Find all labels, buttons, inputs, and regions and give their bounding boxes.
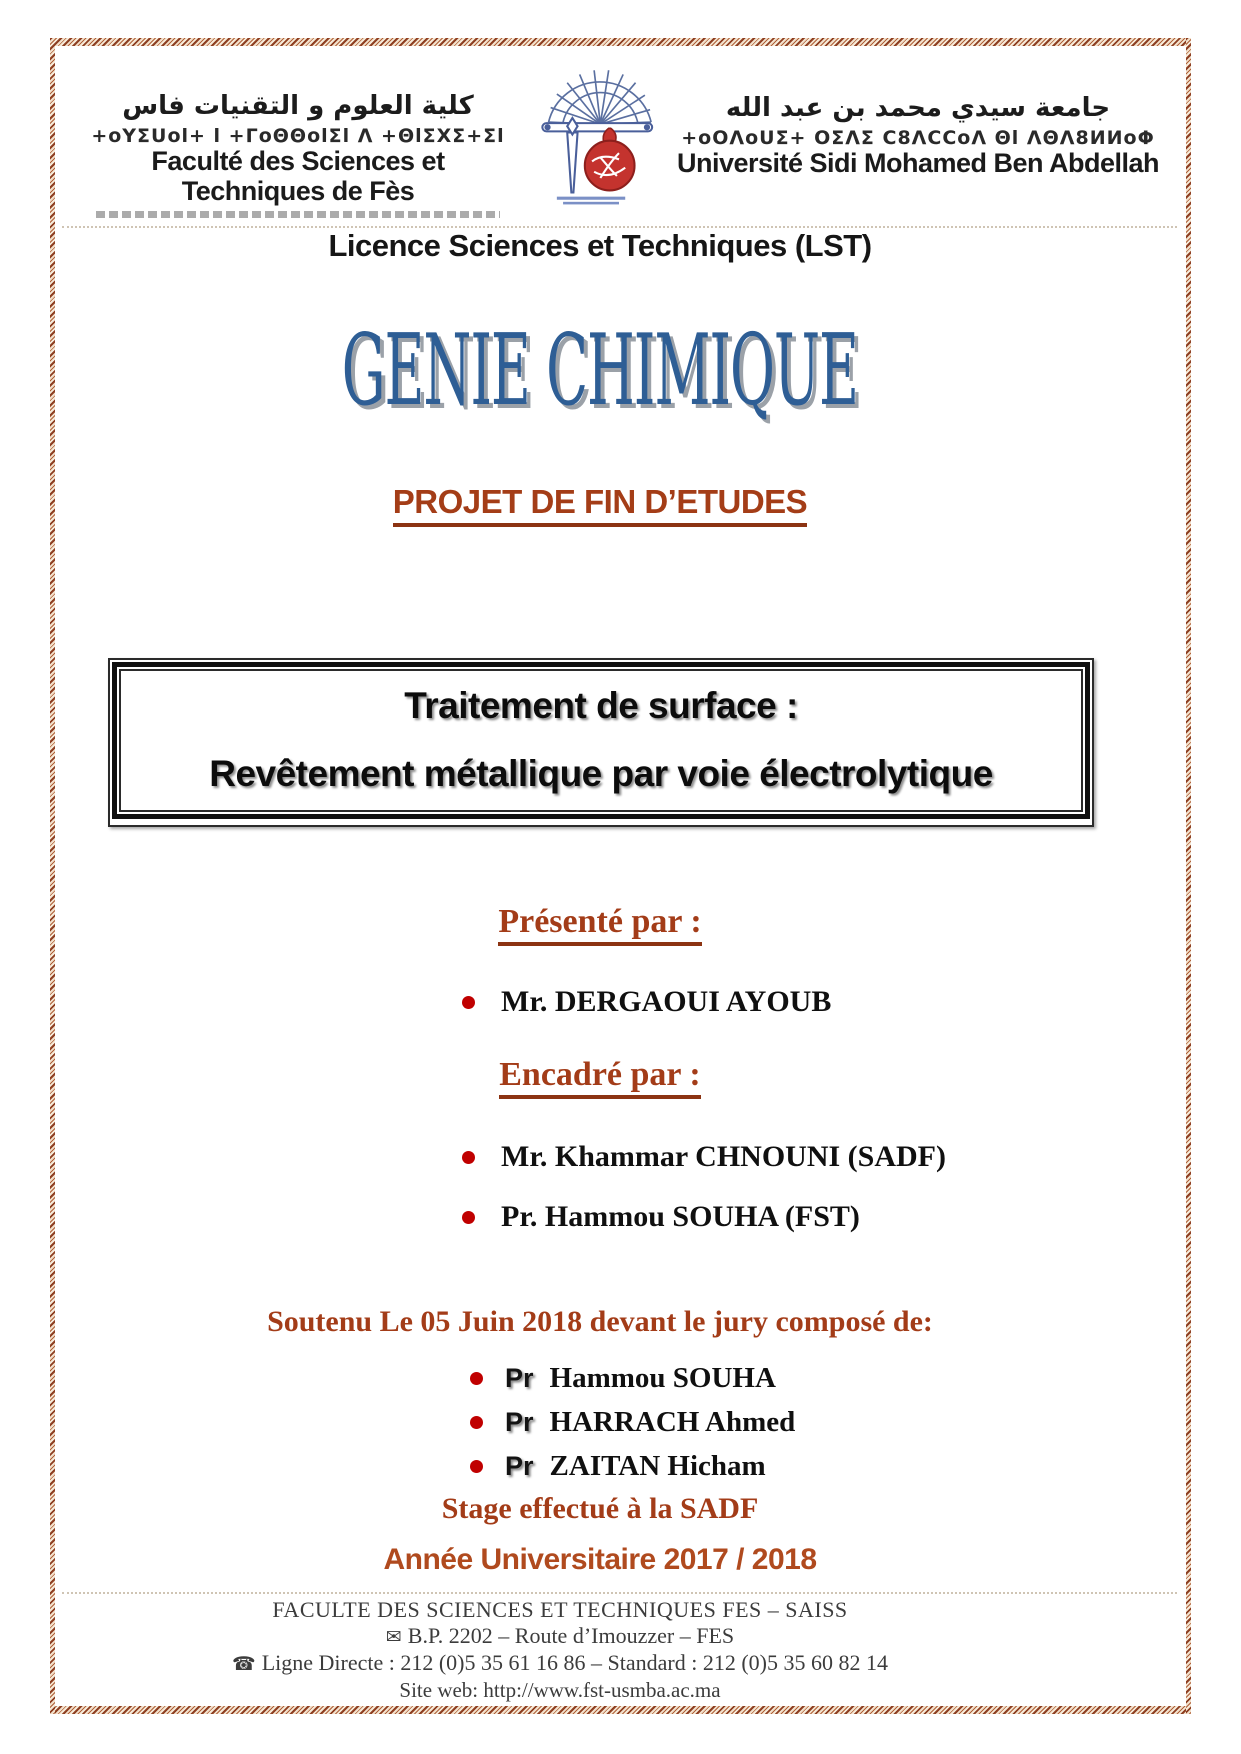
supervisor-name: Mr. Khammar CHNOUNI (SADF) [501,1140,946,1173]
footer-contact-block [0,1597,1120,1703]
list-item [462,985,831,1019]
faculty-name-arabic: كلية العلوم و التقنيات فاس [122,91,474,121]
website-label: Site web: [399,1678,479,1702]
university-logo [520,62,660,212]
project-title-line2: Revêtement métallique par voie électrolytique [209,753,993,794]
supervised-by-list [462,1140,946,1260]
institution-header [78,62,1168,218]
supervised-by-heading: Encadré par : [0,1056,1200,1094]
program-title: Licence Sciences et Techniques (LST) [328,228,872,263]
bullet-icon [470,1416,483,1429]
footer-phones: ☎ Ligne Directe : 212 (0)5 35 61 16 86 – Standard : 212 (0)5 35 60 82 14 [232,1650,888,1675]
university-name-french: Université Sidi Mohamed Ben Abdellah [676,148,1160,179]
internship-note: Stage effectué à la SADF [441,1492,759,1525]
list-item [470,1362,795,1395]
bullet-icon [470,1372,483,1385]
faculty-block [78,90,518,218]
footer-website [0,1677,1120,1703]
footer-separator [62,1592,1177,1594]
page-border-right [1186,38,1191,1714]
university-name-tifinagh: +oOΛoUΣ+ OΣΛΣ C8ΛCCoΛ Θl ΛΘΛ8ИИoΦ [681,126,1155,149]
website-link[interactable]: http://www.fst-usmba.ac.ma [483,1678,721,1702]
defense-heading: Soutenu Le 05 Juin 2018 devant le jury composé de: [267,1305,933,1338]
university-block [668,92,1168,179]
jury-member-name: Hammou SOUHA [549,1362,776,1394]
supervisor-name: Pr. Hammou SOUHA (FST) [501,1200,860,1233]
page-border-top [50,38,1191,46]
jury-member-title: Pr [505,1451,534,1481]
bullet-icon [462,1211,475,1224]
list-item [470,1450,795,1483]
faculty-name-tifinagh: +oYΣUol+ l +ΓoΘΘolΣl Λ +ΘlΣXΣ+Σl [91,124,505,147]
jury-member-title: Pr [505,1363,534,1393]
document-type-heading: PROJET DE FIN D’ETUDES [0,483,1200,521]
faculty-name-french: Faculté des Sciences et Techniques de Fès [151,146,445,206]
bullet-icon [462,1151,475,1164]
footer-address: ✉ B.P. 2202 – Route d’Imouzzer – FES [385,1623,735,1648]
project-title-box [108,658,1094,827]
envelope-icon: ✉ [385,1626,402,1648]
jury-member-name: HARRACH Ahmed [549,1406,796,1438]
footer-faculty-name: FACULTE DES SCIENCES ET TECHNIQUES FES – SAISS [272,1597,848,1622]
jury-list [470,1362,795,1494]
university-name-arabic: جامعة سيدي محمد بن عبد الله [725,93,1111,123]
academic-year: Année Universitaire 2017 / 2018 [383,1543,817,1576]
university-emblem-icon [525,62,655,207]
jury-member-name: ZAITAN Hicham [549,1450,766,1482]
student-name: Mr. DERGAOUI AYOUB [501,985,832,1018]
phone-icon: ☎ [232,1653,256,1675]
page-border-bottom [50,1706,1191,1714]
bullet-icon [462,996,475,1009]
faculty-underline-ornament [96,211,501,218]
department-title: GENIE CHIMIQUE [341,314,859,428]
list-item [462,1200,946,1234]
jury-member-title: Pr [505,1407,534,1437]
department-wordart [0,314,1200,428]
project-title-line1: Traitement de surface : [404,685,798,726]
page-border-left [50,38,55,1714]
bullet-icon [470,1460,483,1473]
list-item [470,1406,795,1439]
presented-by-list [462,985,831,1045]
list-item [462,1140,946,1174]
presented-by-heading: Présenté par : [0,903,1200,941]
